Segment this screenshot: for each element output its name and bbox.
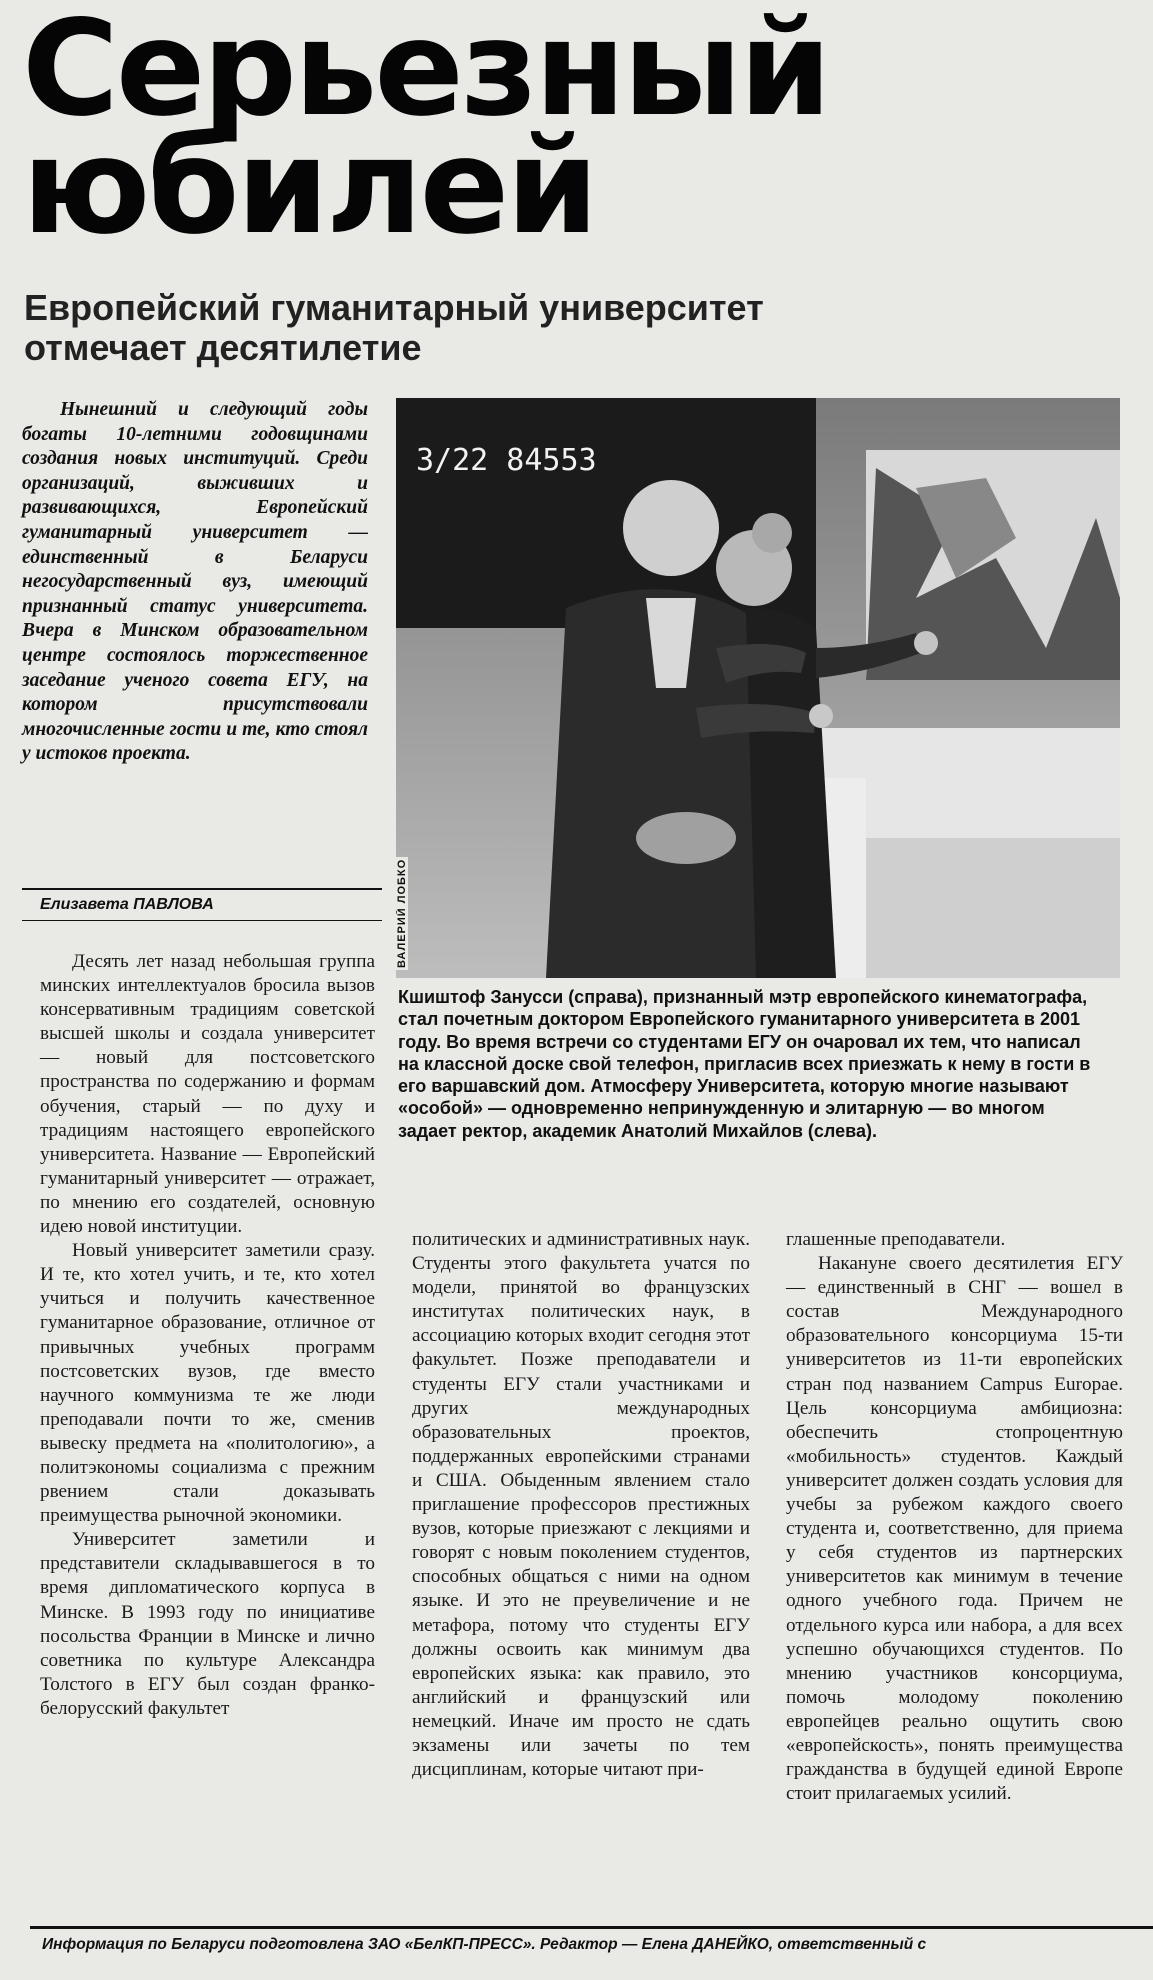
footer-credits: Информация по Беларуси подготовлена ЗАО «БелКП-ПРЕСС». Редактор — Елена ДАНЕЙКО, ответственный с [42, 1936, 927, 1953]
headline [22, 0, 829, 264]
photo [396, 398, 1120, 978]
subheadline-line-1: Европейский гуманитарный университет [24, 287, 764, 328]
column-1 [40, 950, 375, 1721]
column-3-paragraph-2: Накануне своего десятилетия ЕГУ — единственный в СНГ — вошел в состав Международного образовательного консорциума 15-ти университетов из 11-ти европейских стран под названием Campus Europae. Цель консорциума амбициозна: обеспечить стопроцентную «мобильность» студентов. Каждый университет должен создать условия для учебы за рубежом каждого своего студента и, соответственно, для приема у себя студентов из партнерских университетов как минимум в течение одного учебного года. Причем не отдельного курса или набора, а для всех успешно обучающихся студентов. По мнению участников консорциума, помочь молодому поколению европейцев реально ощутить свою «европейскость», понять преимущества гражданства в будущей единой Европе стоит прилагаемых усилий. [786, 1253, 1123, 1805]
byline: Елизавета ПАВЛОВА [40, 896, 214, 913]
blackboard-text: 3/22 84553 [416, 443, 597, 478]
headline-line-1: Серьезный [22, 0, 829, 146]
photo-caption: Кшиштоф Занусси (справа), признанный мэтр европейского кинематографа, стал почетным доктором Европейского гуманитарного университета в 2001 году. Во время встречи со студентами ЕГУ он очаровал их тем, что написал на классной доске свой телефон, пригласив всех приезжать к нему в гости в его варшавский дом. Атмосферу Университета, которую многие называют «особой» — одновременно непринужденную и элитарную — во многом задает ректор, академик Анатолий Михайлов (слева). [398, 987, 1091, 1141]
byline-rule-bottom [22, 920, 382, 921]
column-1-paragraph-2: Новый университет заметили сразу. И те, кто хотел учить, и те, кто хотел учиться и получить качественное гуманитарное образование, отличное от привычных учебных программ постсоветских вузов, где вместо научного коммунизма те же люди преподавали почти то же, сменив вывеску предмета на «политологию», а политэкономы социализма с прежним рвением стали доказывать преимущества рыночной экономики. [40, 1240, 375, 1527]
byline-rule-top [22, 888, 382, 890]
column-1-paragraph-1: Десять лет назад небольшая группа минских интеллектуалов бросила вызов консервативным традициям советской высшей школы и создала университет — новый для постсоветского пространства по содержанию и формам обучения, старый — по духу и традициям настоящего европейского университета. Название — Европейский гуманитарный университет — отражает, по мнению его создателей, основную идею новой институции. [40, 951, 375, 1238]
lead-paragraph: Нынешний и следующий годы богаты 10-летними годовщинами создания новых институций. Среди организаций, выживших и развивающихся, Европейский гуманитарный университет — единственный в Беларуси негосударственный вуз, имеющий признанный статус университета. Вчера в Минском образовательном центре состоялось торжественное заседание ученого совета ЕГУ, на котором присутствовали многочисленные гости и те, кто стоял у истоков проекта. [22, 399, 368, 765]
column-2-paragraph-1: политических и административных наук. Студенты этого факультета учатся по модели, принятой во французских институтах политических наук, в ассоциацию которых входит сегодня этот факультет. Позже преподаватели и студенты ЕГУ стали участниками и других международных образовательных проектов, поддержанных европейскими странами и США. Обыденным явлением стало приглашение профессоров престижных вузов, которые приезжают с лекциями и говорят с новым поколением студентов, способных общаться с ними на одном языке. И это не преувеличение и не метафора, потому что студенты ЕГУ должны освоить как минимум два европейских языка: как правило, это английский и французский или немецкий. Иначе им просто не сдать экзамены или зачеты по тем дисциплинам, которые читают при- [412, 1229, 750, 1781]
subheadline [24, 288, 764, 368]
footer-rule [30, 1926, 1153, 1929]
subheadline-line-2: отмечает десятилетие [24, 327, 422, 368]
photo-image [396, 398, 1120, 978]
photo-credit: ВАЛЕРИЙ ЛОБКО [396, 858, 408, 968]
column-3-paragraph-1: глашенные преподаватели. [786, 1229, 1006, 1250]
headline-line-2: юбилей [22, 110, 596, 264]
column-2 [412, 1228, 750, 1782]
column-1-paragraph-3: Университет заметили и представители складывавшегося в то время дипломатического корпуса в Минске. В 1993 году по инициативе посольства Франции в Минске и лично советника по культуре Александра Толстого в ЕГУ был создан франко-белорусский факультет [40, 1529, 375, 1719]
column-3 [786, 1228, 1123, 1806]
